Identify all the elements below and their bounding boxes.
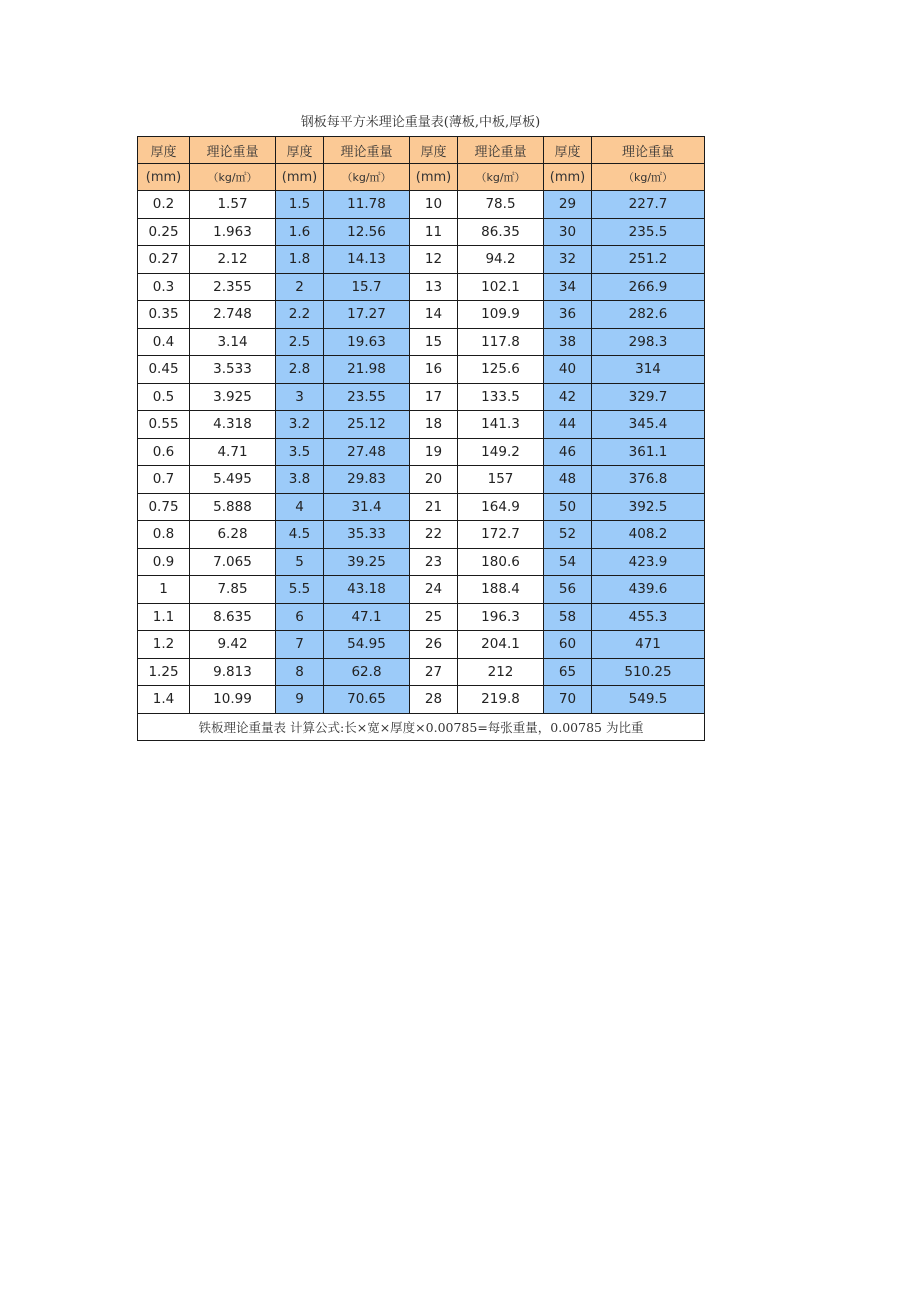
weight-cell: 2.355 xyxy=(190,273,276,301)
thickness-cell: 0.25 xyxy=(138,218,190,246)
thickness-cell: 30 xyxy=(544,218,592,246)
thickness-cell: 23 xyxy=(410,548,458,576)
thickness-cell: 0.45 xyxy=(138,356,190,384)
table-row xyxy=(138,631,705,659)
weight-cell: 455.3 xyxy=(592,603,705,631)
table-row xyxy=(138,466,705,494)
weight-cell: 25.12 xyxy=(324,411,410,439)
weight-cell: 376.8 xyxy=(592,466,705,494)
weight-cell: 1.963 xyxy=(190,218,276,246)
thickness-cell: 2.8 xyxy=(276,356,324,384)
table-row xyxy=(138,218,705,246)
thickness-cell: 0.55 xyxy=(138,411,190,439)
weight-cell: 4.71 xyxy=(190,438,276,466)
table-row xyxy=(138,576,705,604)
thickness-cell: 32 xyxy=(544,246,592,274)
weight-cell: 180.6 xyxy=(458,548,544,576)
col-unit-thickness: (mm) xyxy=(544,164,592,191)
weight-cell: 3.14 xyxy=(190,328,276,356)
thickness-cell: 16 xyxy=(410,356,458,384)
weight-cell: 471 xyxy=(592,631,705,659)
weight-table xyxy=(137,136,705,741)
thickness-cell: 58 xyxy=(544,603,592,631)
thickness-cell: 52 xyxy=(544,521,592,549)
thickness-cell: 19 xyxy=(410,438,458,466)
weight-cell: 78.5 xyxy=(458,191,544,219)
thickness-cell: 9 xyxy=(276,686,324,714)
table-row xyxy=(138,548,705,576)
weight-cell: 423.9 xyxy=(592,548,705,576)
weight-cell: 3.925 xyxy=(190,383,276,411)
weight-cell: 219.8 xyxy=(458,686,544,714)
thickness-cell: 0.35 xyxy=(138,301,190,329)
weight-cell: 3.533 xyxy=(190,356,276,384)
thickness-cell: 1.2 xyxy=(138,631,190,659)
thickness-cell: 20 xyxy=(410,466,458,494)
thickness-cell: 24 xyxy=(410,576,458,604)
weight-cell: 549.5 xyxy=(592,686,705,714)
weight-cell: 62.8 xyxy=(324,658,410,686)
weight-cell: 35.33 xyxy=(324,521,410,549)
weight-cell: 8.635 xyxy=(190,603,276,631)
thickness-cell: 2 xyxy=(276,273,324,301)
weight-cell: 9.42 xyxy=(190,631,276,659)
thickness-cell: 1 xyxy=(138,576,190,604)
weight-cell: 149.2 xyxy=(458,438,544,466)
thickness-cell: 5.5 xyxy=(276,576,324,604)
thickness-cell: 1.1 xyxy=(138,603,190,631)
thickness-cell: 3.5 xyxy=(276,438,324,466)
thickness-cell: 48 xyxy=(544,466,592,494)
table-row xyxy=(138,191,705,219)
weight-cell: 2.12 xyxy=(190,246,276,274)
thickness-cell: 3 xyxy=(276,383,324,411)
thickness-cell: 40 xyxy=(544,356,592,384)
formula-note: 铁板理论重量表 计算公式:长×宽×厚度×0.00785=每张重量，0.00785 为比重 xyxy=(138,713,705,740)
weight-cell: 361.1 xyxy=(592,438,705,466)
col-unit-weight: （kg/㎡） xyxy=(592,164,705,191)
thickness-cell: 12 xyxy=(410,246,458,274)
weight-cell: 172.7 xyxy=(458,521,544,549)
col-header-thickness: 厚度 xyxy=(138,137,190,164)
table-row xyxy=(138,658,705,686)
table-row xyxy=(138,603,705,631)
weight-cell: 164.9 xyxy=(458,493,544,521)
col-unit-thickness: (mm) xyxy=(410,164,458,191)
thickness-cell: 0.27 xyxy=(138,246,190,274)
thickness-cell: 13 xyxy=(410,273,458,301)
thickness-cell: 14 xyxy=(410,301,458,329)
weight-cell: 408.2 xyxy=(592,521,705,549)
weight-cell: 2.748 xyxy=(190,301,276,329)
table-row xyxy=(138,328,705,356)
col-unit-weight: （kg/㎡） xyxy=(458,164,544,191)
col-header-weight: 理论重量 xyxy=(592,137,705,164)
weight-cell: 86.35 xyxy=(458,218,544,246)
weight-cell: 43.18 xyxy=(324,576,410,604)
thickness-cell: 8 xyxy=(276,658,324,686)
weight-cell: 29.83 xyxy=(324,466,410,494)
col-unit-thickness: (mm) xyxy=(138,164,190,191)
thickness-cell: 5 xyxy=(276,548,324,576)
weight-cell: 235.5 xyxy=(592,218,705,246)
weight-cell: 70.65 xyxy=(324,686,410,714)
thickness-cell: 38 xyxy=(544,328,592,356)
thickness-cell: 7 xyxy=(276,631,324,659)
weight-cell: 4.318 xyxy=(190,411,276,439)
weight-cell: 10.99 xyxy=(190,686,276,714)
weight-cell: 439.6 xyxy=(592,576,705,604)
header-row-units xyxy=(138,164,705,191)
weight-cell: 125.6 xyxy=(458,356,544,384)
thickness-cell: 11 xyxy=(410,218,458,246)
thickness-cell: 28 xyxy=(410,686,458,714)
thickness-cell: 50 xyxy=(544,493,592,521)
weight-cell: 510.25 xyxy=(592,658,705,686)
weight-cell: 251.2 xyxy=(592,246,705,274)
thickness-cell: 0.3 xyxy=(138,273,190,301)
footer-row xyxy=(138,713,705,740)
weight-cell: 227.7 xyxy=(592,191,705,219)
table-row xyxy=(138,521,705,549)
weight-cell: 266.9 xyxy=(592,273,705,301)
table-row xyxy=(138,686,705,714)
weight-cell: 188.4 xyxy=(458,576,544,604)
weight-cell: 94.2 xyxy=(458,246,544,274)
weight-cell: 5.495 xyxy=(190,466,276,494)
thickness-cell: 46 xyxy=(544,438,592,466)
weight-cell: 196.3 xyxy=(458,603,544,631)
weight-cell: 31.4 xyxy=(324,493,410,521)
weight-cell: 23.55 xyxy=(324,383,410,411)
thickness-cell: 0.9 xyxy=(138,548,190,576)
thickness-cell: 0.4 xyxy=(138,328,190,356)
thickness-cell: 0.5 xyxy=(138,383,190,411)
table-row xyxy=(138,273,705,301)
thickness-cell: 17 xyxy=(410,383,458,411)
table-row xyxy=(138,246,705,274)
thickness-cell: 21 xyxy=(410,493,458,521)
thickness-cell: 6 xyxy=(276,603,324,631)
weight-cell: 14.13 xyxy=(324,246,410,274)
thickness-cell: 1.25 xyxy=(138,658,190,686)
thickness-cell: 0.7 xyxy=(138,466,190,494)
weight-cell: 39.25 xyxy=(324,548,410,576)
weight-cell: 7.85 xyxy=(190,576,276,604)
thickness-cell: 70 xyxy=(544,686,592,714)
col-header-thickness: 厚度 xyxy=(544,137,592,164)
weight-cell: 345.4 xyxy=(592,411,705,439)
weight-cell: 11.78 xyxy=(324,191,410,219)
thickness-cell: 1.8 xyxy=(276,246,324,274)
weight-cell: 9.813 xyxy=(190,658,276,686)
thickness-cell: 1.6 xyxy=(276,218,324,246)
weight-cell: 15.7 xyxy=(324,273,410,301)
thickness-cell: 2.5 xyxy=(276,328,324,356)
col-header-thickness: 厚度 xyxy=(276,137,324,164)
col-header-weight: 理论重量 xyxy=(324,137,410,164)
weight-cell: 21.98 xyxy=(324,356,410,384)
weight-cell: 314 xyxy=(592,356,705,384)
thickness-cell: 0.8 xyxy=(138,521,190,549)
thickness-cell: 34 xyxy=(544,273,592,301)
weight-cell: 141.3 xyxy=(458,411,544,439)
weight-cell: 117.8 xyxy=(458,328,544,356)
weight-cell: 102.1 xyxy=(458,273,544,301)
thickness-cell: 4.5 xyxy=(276,521,324,549)
weight-cell: 5.888 xyxy=(190,493,276,521)
weight-cell: 1.57 xyxy=(190,191,276,219)
weight-cell: 6.28 xyxy=(190,521,276,549)
thickness-cell: 0.2 xyxy=(138,191,190,219)
weight-cell: 212 xyxy=(458,658,544,686)
table-row xyxy=(138,411,705,439)
table-row xyxy=(138,301,705,329)
col-header-weight: 理论重量 xyxy=(458,137,544,164)
thickness-cell: 36 xyxy=(544,301,592,329)
weight-cell: 109.9 xyxy=(458,301,544,329)
weight-cell: 17.27 xyxy=(324,301,410,329)
thickness-cell: 3.8 xyxy=(276,466,324,494)
weight-cell: 12.56 xyxy=(324,218,410,246)
thickness-cell: 26 xyxy=(410,631,458,659)
thickness-cell: 0.6 xyxy=(138,438,190,466)
thickness-cell: 22 xyxy=(410,521,458,549)
thickness-cell: 18 xyxy=(410,411,458,439)
table-row xyxy=(138,383,705,411)
page-title: 钢板每平方米理论重量表(薄板,中板,厚板) xyxy=(300,115,541,130)
thickness-cell: 4 xyxy=(276,493,324,521)
table-row xyxy=(138,356,705,384)
weight-cell: 298.3 xyxy=(592,328,705,356)
weight-cell: 19.63 xyxy=(324,328,410,356)
col-header-thickness: 厚度 xyxy=(410,137,458,164)
weight-cell: 27.48 xyxy=(324,438,410,466)
thickness-cell: 44 xyxy=(544,411,592,439)
col-unit-thickness: (mm) xyxy=(276,164,324,191)
thickness-cell: 29 xyxy=(544,191,592,219)
thickness-cell: 54 xyxy=(544,548,592,576)
thickness-cell: 27 xyxy=(410,658,458,686)
thickness-cell: 2.2 xyxy=(276,301,324,329)
thickness-cell: 15 xyxy=(410,328,458,356)
col-header-weight: 理论重量 xyxy=(190,137,276,164)
weight-cell: 133.5 xyxy=(458,383,544,411)
weight-cell: 7.065 xyxy=(190,548,276,576)
thickness-cell: 0.75 xyxy=(138,493,190,521)
table-row xyxy=(138,438,705,466)
col-unit-weight: （kg/㎡） xyxy=(190,164,276,191)
weight-cell: 282.6 xyxy=(592,301,705,329)
table-row xyxy=(138,493,705,521)
thickness-cell: 42 xyxy=(544,383,592,411)
thickness-cell: 65 xyxy=(544,658,592,686)
thickness-cell: 3.2 xyxy=(276,411,324,439)
thickness-cell: 1.5 xyxy=(276,191,324,219)
thickness-cell: 25 xyxy=(410,603,458,631)
header-row-labels xyxy=(138,137,705,164)
col-unit-weight: （kg/㎡） xyxy=(324,164,410,191)
thickness-cell: 56 xyxy=(544,576,592,604)
weight-cell: 47.1 xyxy=(324,603,410,631)
weight-cell: 204.1 xyxy=(458,631,544,659)
thickness-cell: 10 xyxy=(410,191,458,219)
weight-cell: 54.95 xyxy=(324,631,410,659)
weight-cell: 157 xyxy=(458,466,544,494)
weight-cell: 392.5 xyxy=(592,493,705,521)
thickness-cell: 1.4 xyxy=(138,686,190,714)
thickness-cell: 60 xyxy=(544,631,592,659)
weight-cell: 329.7 xyxy=(592,383,705,411)
